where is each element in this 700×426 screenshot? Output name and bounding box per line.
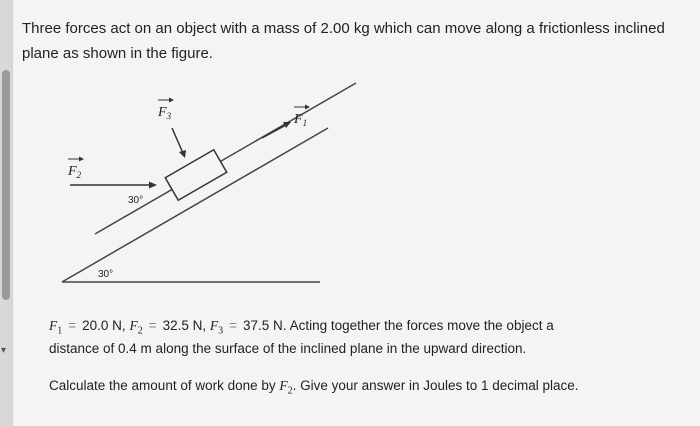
- scroll-down-arrow-icon[interactable]: ▾: [1, 345, 7, 356]
- calculate-prompt: Calculate the amount of work done by $F_2$. Give your answer in Joules to 1 decimal place.: [49, 378, 579, 397]
- given-values-line: $F_1 = 20.0$ N, $F_2 = 32.5$ N, $F_3 = 37.5$ N. Acting together the forces move the object a: [49, 318, 554, 337]
- f2-label: $F_2$: [68, 164, 82, 180]
- f3-vector-arrow-icon: [169, 98, 174, 103]
- question-intro: Three forces act on an object with a mass of 2.00 kg which can move along a frictionless inclined plane as shown in the figure.: [22, 20, 665, 62]
- f1-label: $F_1$: [294, 112, 308, 128]
- upper-incline-line: [95, 83, 356, 234]
- distance-line: distance of 0.4 m along the surface of the inclined plane in the upward direction.: [49, 341, 527, 356]
- angle-upper-label: 30°: [128, 195, 144, 206]
- f2-arrowhead-icon: [149, 182, 157, 189]
- f1-vector-arrow-icon: [305, 105, 310, 110]
- f2-symbol: $F_2$: [129, 318, 143, 337]
- angle-lower-label: 30°: [98, 269, 114, 280]
- f3-label: $F_3$: [158, 105, 172, 121]
- f3-symbol: $F_3$: [209, 318, 224, 337]
- f2-vector-arrow-icon: [79, 157, 84, 162]
- f1-arrow: [262, 125, 286, 138]
- f1-symbol: $F_1$: [49, 318, 63, 337]
- f3-arrowhead-icon: [179, 150, 186, 158]
- lower-incline-line: [62, 128, 328, 282]
- f3-arrow: [172, 128, 183, 153]
